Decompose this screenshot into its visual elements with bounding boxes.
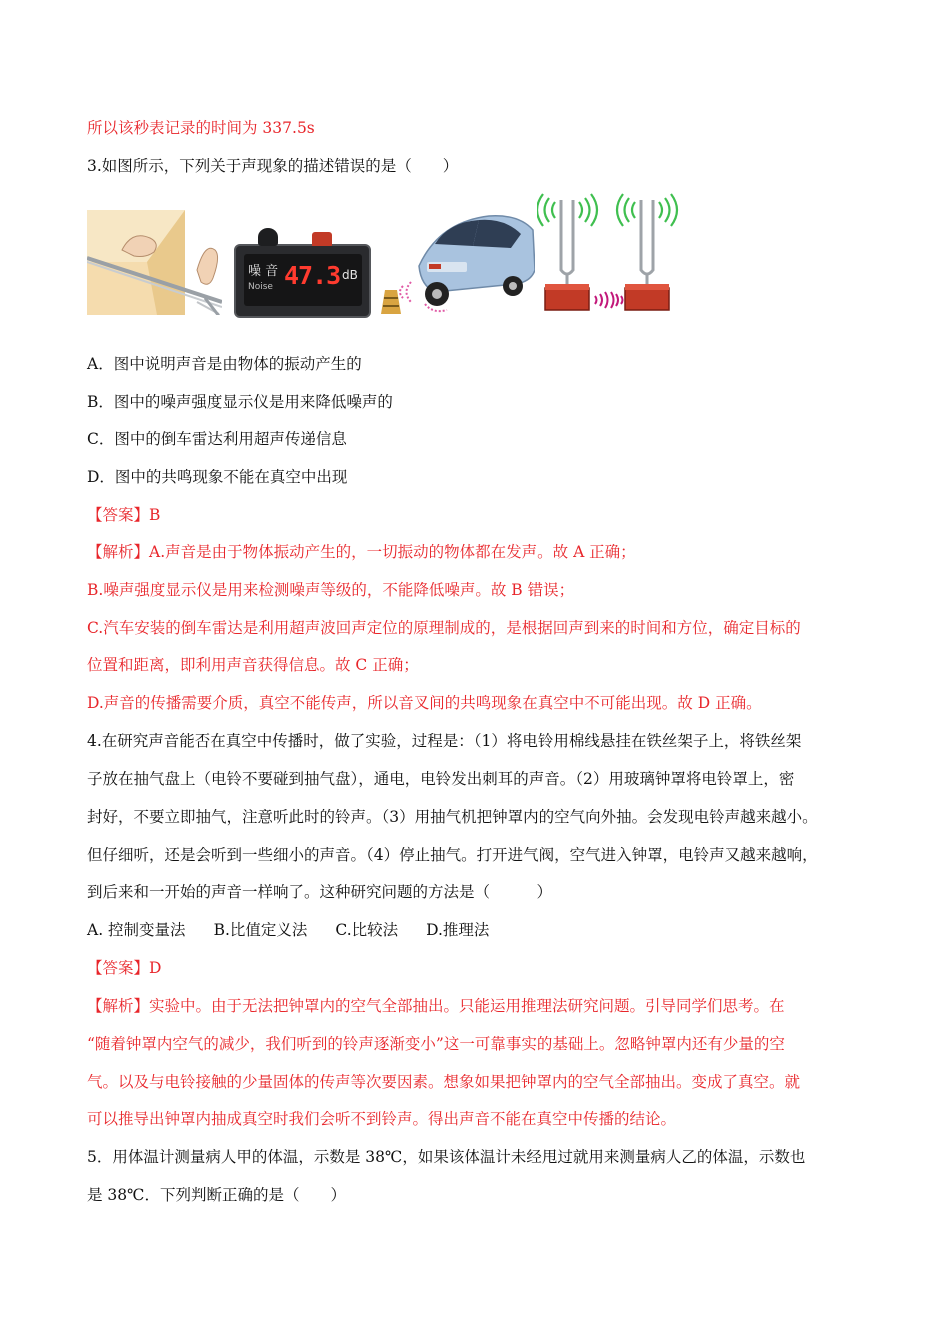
question-4-explanation-2: “随着钟罩内空气的减少，我们听到的铃声逐渐变小”这一可靠事实的基础上。忽略钟罩内还有少量的空 — [87, 1035, 785, 1053]
question-4-answer — [87, 957, 890, 979]
answer-value: D — [149, 959, 162, 977]
question-4-stem-5: 到后来和一开始的声音一样响了。这种研究问题的方法是（ ） — [87, 883, 553, 901]
question-4-stem-2: 子放在抽气盘上（电铃不要碰到抽气盘），通电，电铃发出刺耳的声音。（2）用玻璃钟罩将电铃罩上，密 — [87, 770, 795, 788]
question-3-answer — [87, 504, 890, 526]
question-3-explanation-2: B.噪声强度显示仪是用来检测噪声等级的，不能降低噪声。故 B 错误； — [87, 581, 575, 599]
meter-unit: dB — [342, 268, 358, 282]
question-4-option-d: D.推理法 — [426, 921, 490, 939]
meter-label-top: 噪 音 — [248, 264, 279, 279]
question-4-explanation-1: 【解析】实验中。由于无法把钟罩内的空气全部抽出。只能运用推理法研究问题。引导同学们思考。在 — [87, 997, 785, 1015]
question-3-option-b: B．图中的噪声强度显示仪是用来降低噪声的 — [87, 393, 393, 411]
question-5-stem-2: 是 38℃．下列判断正确的是（ ） — [87, 1186, 346, 1204]
vibrating-ruler-illustration — [87, 210, 222, 315]
answer-tag: 【答案】 — [87, 959, 150, 977]
question-3-option-c: C．图中的倒车雷达利用超声传递信息 — [87, 430, 347, 448]
question-5-stem-1: 5．用体温计测量病人甲的体温，示数是 38℃，如果该体温计未经甩过就用来测量病人乙的体温，示数也 — [87, 1148, 806, 1166]
tuning-fork-resonance-illustration — [537, 192, 697, 317]
question-3-stem: 3.如图所示，下列关于声现象的描述错误的是（ ） — [87, 157, 459, 175]
reversing-radar-car-illustration — [375, 192, 535, 317]
question-3-explanation-1: 【解析】A.声音是由于物体振动产生的，一切振动的物体都在发声。故 A 正确； — [87, 543, 636, 561]
sound-wave-icon — [537, 194, 677, 226]
question-4-explanation-3: 气。以及与电铃接触的少量固体的传声等次要因素。想象如果把钟罩内的空气全部抽出。变成了真空。就 — [87, 1073, 801, 1091]
noise-meter — [234, 244, 371, 318]
meter-alarm-light-icon — [312, 232, 332, 246]
question-4-stem-3: 封好，不要立即抽气，注意听此时的铃声。（3）用抽气机把钟罩内的空气向外抽。会发现电铃声越来越小。 — [87, 808, 818, 826]
question-4-stem-4: 但仔细听，还是会听到一些细小的声音。（4）停止抽气。打开进气阀，空气进入钟罩，电铃声又越来越响， — [87, 846, 818, 864]
explanation-tag: 【解析】 — [87, 997, 150, 1015]
question-3-option-a: A．图中说明声音是由物体的振动产生的 — [87, 355, 362, 373]
meter-value: 47.3 — [284, 261, 341, 290]
question-4-option-a: A. 控制变量法 — [87, 921, 186, 939]
question-3-figure — [87, 192, 697, 317]
question-3-explanation-5: D.声音的传播需要介质，真空不能传声，所以音叉间的共鸣现象在真空中不可能出现。故 D 正确。 — [87, 694, 762, 712]
meter-microphone-icon — [258, 228, 278, 246]
question-4-stem-1: 4.在研究声音能否在真空中传播时，做了实验，过程是：（1）将电铃用棉线悬挂在铁丝架子上，将铁丝架 — [87, 732, 802, 750]
question-4-option-c: C.比较法 — [335, 921, 399, 939]
question-3-option-d: D．图中的共鸣现象不能在真空中出现 — [87, 468, 348, 486]
question-4-options — [87, 919, 890, 941]
question-4-explanation-4: 可以推导出钟罩内抽成真空时我们会听不到铃声。得出声音不能在真空中传播的结论。 — [87, 1110, 677, 1128]
meter-label-bottom: Noise — [248, 282, 273, 292]
explanation-tag: 【解析】 — [87, 543, 150, 561]
question-3-explanation-4: 位置和距离，即利用声音获得信息。故 C 正确； — [87, 656, 419, 674]
answer-value: B — [149, 506, 161, 524]
prev-conclusion: 所以该秒表记录的时间为 337.5s — [87, 119, 315, 137]
answer-tag: 【答案】 — [87, 506, 150, 524]
question-4-option-b: B.比值定义法 — [213, 921, 308, 939]
question-3-explanation-3: C.汽车安装的倒车雷达是利用超声波回声定位的原理制成的，是根据回声到来的时间和方位，确定目标的 — [87, 619, 801, 637]
